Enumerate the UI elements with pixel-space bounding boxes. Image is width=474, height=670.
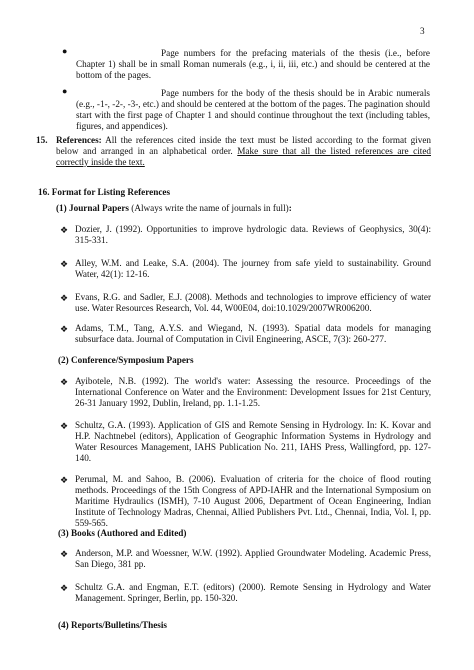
reference-entry: Ayibotele, N.B. (1992). The world's water: Assessing the resource. Proceedings of the International Conference on Water and the Environment: Development Issues for 21st Century, 26-31 January 1992, Dublin, Ireland, pp. 1.1-1.25.	[75, 376, 431, 408]
reference-entry: Alley, W.M. and Leake, S.A. (2004). The journey from safe yield to sustainability. Ground Water, 42(1): 12-16.	[75, 258, 431, 279]
diamond-bullet-icon: ❖	[60, 259, 69, 269]
reference-entry: Evans, R.G. and Sadler, E.J. (2008). Methods and technologies to improve efficiency of water use. Water Resources Research, Vol. 44, W00E04, doi:10.1029/2007WR006200.	[75, 292, 431, 313]
item-number: 15.	[36, 135, 48, 145]
reference-entry: Perumal, M. and Sahoo, B. (2006). Evaluation of criteria for the choice of flood routing methods. Proceedings of the 15th Congress of APD-IAHR and the International Symposium on Maritime Hydraulics (ISMH), 7-10 August 2006, Department of Ocean Engineering, Indian Institute of Technology Madras, Chennai, Allied Publishers Pvt. Ltd., Chennai, India, Vol. I, pp. 559-565.	[75, 474, 431, 528]
reference-entry: Schultz G.A. and Engman, E.T. (editors) (2000). Remote Sensing in Hydrology and Water Management. Springer, Berlin, pp. 150-320.	[75, 582, 431, 603]
diamond-bullet-icon: ❖	[60, 293, 69, 303]
references-paragraph	[56, 135, 431, 168]
diamond-bullet-icon: ❖	[60, 225, 69, 235]
subsection-heading-reports: (4) Reports/Bulletins/Thesis	[58, 620, 167, 630]
diamond-bullet-icon: ❖	[60, 377, 69, 387]
page-number-rule-body: Page numbers for the body of the thesis should be in Arabic numerals (e.g., -1-, -2-, -3-, etc.) and should be centered at the bottom of the pages. The pagination should start with the first page of Chapter 1 and should continue throughout the text (including tables, figures, and appendices).	[76, 88, 430, 131]
diamond-bullet-icon: ❖	[60, 583, 69, 593]
reference-entry: Adams, T.M., Tang, A.Y.S. and Wiegand, N. (1993). Spatial data models for managing subsurface data. Journal of Computation in Civil Engineering, ASCE, 7(3): 260-277.	[75, 323, 431, 344]
diamond-bullet-icon: ❖	[60, 475, 69, 485]
diamond-bullet-icon: ❖	[60, 324, 69, 334]
subsection-heading-journal	[56, 203, 292, 214]
journal-heading-note: (Always write the name of journals in full)	[131, 203, 289, 213]
diamond-bullet-icon: ❖	[60, 549, 69, 559]
section-heading: 16. Format for Listing References	[38, 187, 171, 197]
reference-entry: Dozier, J. (1992). Opportunities to improve hydrologic data. Reviews of Geophysics, 30(4): 315-331.	[75, 224, 431, 245]
page-number-rule-preface: Page numbers for the prefacing materials of the thesis (i.e., before Chapter 1) shall be in small Roman numerals (e.g., i, ii, iii, etc.) and should be centered at the bottom of the pages.	[76, 48, 430, 80]
subsection-heading-conference: (2) Conference/Symposium Papers	[58, 355, 194, 365]
subsection-heading-books: (3) Books (Authored and Edited)	[58, 528, 187, 538]
page-number: 3	[420, 26, 425, 36]
bullet-dot: ●	[62, 46, 68, 56]
bullet-dot: ●	[62, 86, 68, 96]
references-label: References:	[56, 135, 102, 145]
reference-entry: Anderson, M.P. and Woessner, W.W. (1992). Applied Groundwater Modeling. Academic Press, San Diego, 381 pp.	[75, 548, 431, 569]
journal-heading-label: (1) Journal Papers	[56, 203, 129, 213]
reference-entry: Schultz, G.A. (1993). Application of GIS and Remote Sensing in Hydrology. In: K. Kovar and H.P. Nachtnebel (editors), Application of Geographic Information Systems in Hydrology and Water Resources Management, IAHS Publication No. 211, IAHS Press, Wallingford, pp. 127-140.	[75, 420, 431, 463]
diamond-bullet-icon: ❖	[60, 421, 69, 431]
references-text: All the references cited inside the text must be listed according to the format given below and arranged in an alphabetical order.	[56, 135, 431, 156]
references-underlined-note: Make sure that all the listed references are cited correctly inside the text.	[56, 146, 431, 167]
journal-heading-colon: :	[288, 203, 292, 213]
